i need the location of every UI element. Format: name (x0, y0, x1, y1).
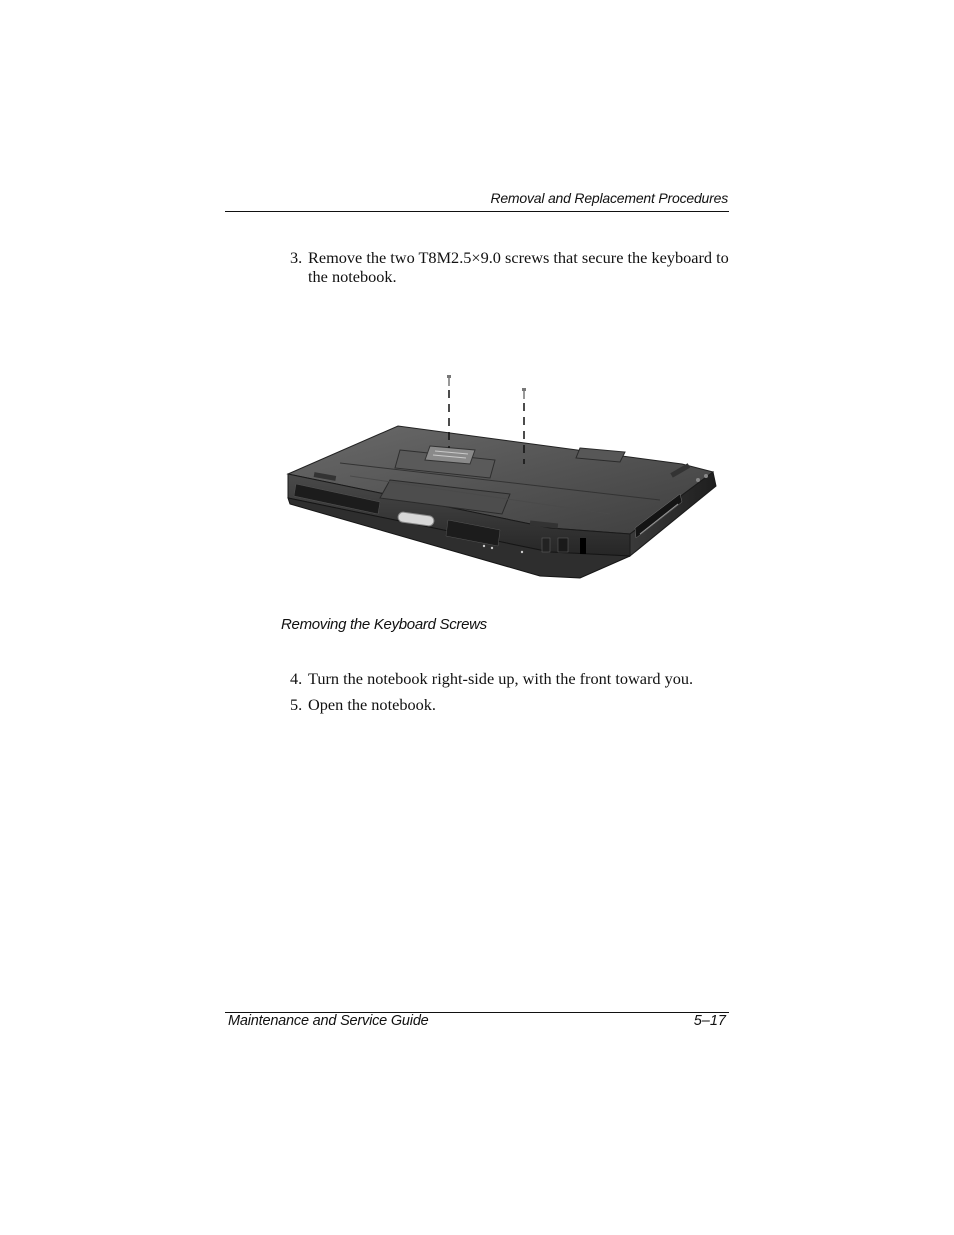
figure-caption: Removing the Keyboard Screws (281, 616, 487, 633)
step-text: Turn the notebook right-side up, with the front toward you. (308, 669, 694, 688)
header-rule (225, 211, 729, 212)
running-header: Removal and Replacement Procedures (490, 190, 728, 206)
notebook-illustration (280, 368, 725, 586)
step-5 (290, 695, 735, 714)
keyboard-screws-figure (280, 368, 725, 586)
footer-guide-title: Maintenance and Service Guide (228, 1013, 429, 1029)
step-number: 3. (290, 248, 303, 267)
step-number: 5. (290, 695, 303, 714)
step-text: Remove the two T8M2.5×9.0 screws that secure the keyboard to the notebook. (308, 248, 729, 286)
step-3 (290, 248, 735, 286)
step-number: 4. (290, 669, 303, 688)
step-4 (290, 669, 735, 688)
step-text: Open the notebook. (308, 695, 436, 714)
footer-page-number: 5–17 (693, 1013, 726, 1029)
